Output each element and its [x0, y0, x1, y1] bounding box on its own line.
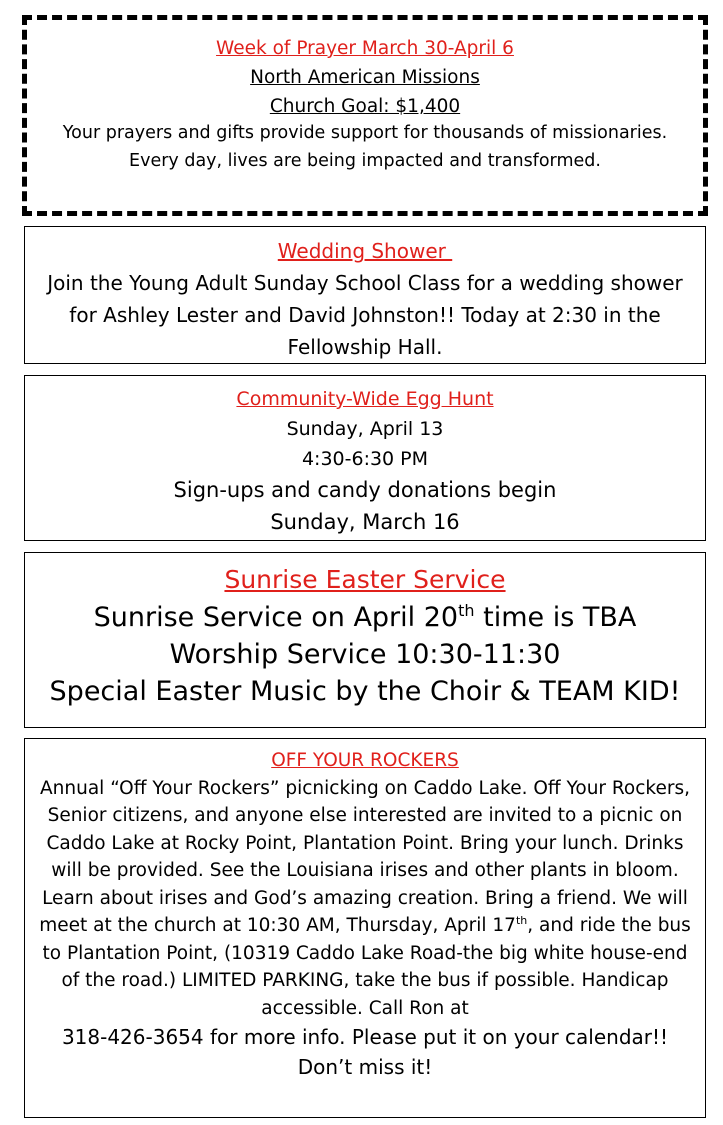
wedding-shower-box	[24, 226, 706, 364]
prayer-subtitle: North American Missions	[250, 67, 480, 88]
rockers-phone-line: 318-426-3654 for more info. Please put it on your calendar!! Don’t miss it!	[61, 1025, 669, 1079]
rockers-body-sup: th	[515, 913, 528, 927]
easter-worship: Worship Service 10:30-11:30	[169, 639, 561, 670]
egg-hunt-title: Community-Wide Egg Hunt	[236, 388, 494, 410]
easter-music: Special Easter Music by the Choir & TEAM KID!	[49, 676, 681, 707]
easter-sunrise-line	[25, 599, 705, 636]
week-of-prayer-box	[22, 15, 708, 216]
easter-sunrise-sup: th	[458, 601, 475, 620]
rockers-title: OFF YOUR ROCKERS	[271, 750, 459, 771]
prayer-body: Your prayers and gifts provide support for thousands of missionaries. Every day, lives are being impacted and transformed.	[62, 123, 668, 171]
off-your-rockers-box	[24, 738, 706, 1118]
easter-service-box	[24, 552, 706, 728]
egg-hunt-box	[24, 375, 706, 541]
egg-hunt-signups: Sign-ups and candy donations begin	[173, 478, 557, 502]
egg-hunt-signups-date: Sunday, March 16	[270, 510, 460, 534]
shower-body: Join the Young Adult Sunday School Class for a wedding shower for Ashley Lester and David Johnston!! Today at 2:30 in the Fellowship Hall.	[47, 271, 683, 359]
prayer-title: Week of Prayer March 30-April 6	[216, 38, 514, 59]
easter-sunrise-pre: Sunrise Service on April 20	[93, 602, 459, 633]
rockers-body	[25, 775, 705, 1023]
easter-title: Sunrise Easter Service	[224, 565, 506, 594]
shower-title: Wedding Shower	[277, 239, 453, 263]
prayer-goal: Church Goal: $1,400	[269, 96, 461, 117]
egg-hunt-date: Sunday, April 13	[286, 418, 444, 440]
egg-hunt-time: 4:30-6:30 PM	[301, 448, 429, 470]
easter-sunrise-post: time is TBA	[474, 602, 637, 633]
rockers-body-pre: Annual “Off Your Rockers” picnicking on Caddo Lake. Off Your Rockers, Senior citizens, and anyone else interested are invited to a picnic on Caddo Lake at Rocky Point, Plantation Point. Bring your lunch. Drinks will be provided. See the Louisiana irises and other plants in bloom. Learn about irises and God’s amazing creation. Bring a friend. We will meet at the church at 10:30 AM, Thursday, April 17	[39, 777, 690, 936]
rockers-body-post: , and ride the bus to Plantation Point, (10319 Caddo Lake Road-the big white house-end of the road.) LIMITED PARKING, take the bus if possible. Handicap accessible. Call Ron at	[42, 915, 691, 1019]
